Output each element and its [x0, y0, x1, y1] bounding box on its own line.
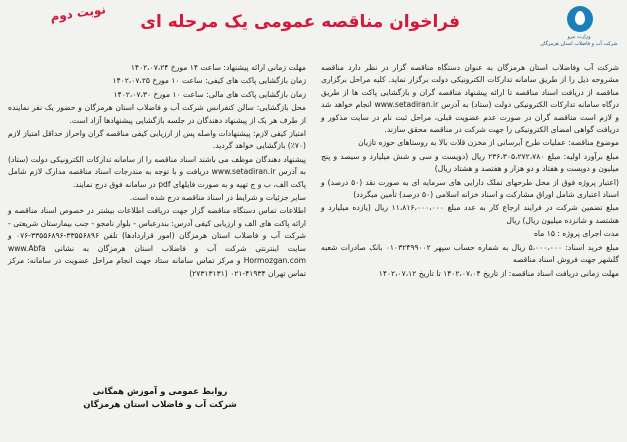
guarantee-amount: مبلغ تضمین شرکت در فرایند ارجاع کار به عدد مبلغ ۱۱،۸۱۶،۰۰۰،۰۰۰ ریال (یازده میلیارد و هشتصد و شانزده میلیون ریال) ریال	[321, 203, 619, 225]
contact-info: اطلاعات تماس دستگاه مناقصه گزار جهت دریافت اطلاعات بیشتر در خصوص اسناد مناقصه و ارائه پاکت های الف و ارزیابی کیفی آدرس: بندرعباس - بلوار نامجو - جنب بیمارستان شریعتی - شرکت آب و فاضلاب استان هرمزگان (امور قراردادها) تلفن ۳۳۵۵۶۸۹۶-۳۳۵۵۶۸۹۶-۰۷۶ و سایت اینترنتی شرکت آب و فاضلاب استان هرمزگان به نشانی www.Abfa Hormozgan.com و مرکز تماس سامانه ستاد جهت انجام مراحل عضویت در سامانه: مرکز تماس تهران ۴۱۹۳۴-۰۲۱ (۲۷۳۱۳۱۳۱)	[8, 206, 306, 278]
logo-line-1: وزارت نیرو	[567, 34, 591, 40]
notice-title: فراخوان مناقصه عمومی یک مرحله ای	[140, 12, 460, 32]
logo-text	[539, 34, 619, 48]
quality-opening-time: زمان بازگشایی پاکت های کیفی: ساعت ۱۰ مورخ ۱۴۰۲،۰۷،۲۵	[112, 76, 306, 86]
quality-score: امتیاز کیفی لازم: پیشنهادات واصله پس از ارزیابی کیفی مناقصه گران واحراز حداقل امتیاز لازم (۷۰٪) بازگشایی خواهد گردید.	[8, 129, 306, 151]
bidder-obligations: پیشنهاد دهندگان موظف می باشند اسناد مناقصه را از سامانه تدارکات الکترونیکی دولت (ستاد) به آدرس www.setadiran.ir دریافت و با توجه به مندرجات اسناد مناقصه مدارک لازم شامل پاکت الف، ب و ج تهیه و به صورت فایلهای pdf در سامانه فوق درج نمایند.	[8, 154, 306, 189]
drop-shape	[575, 11, 585, 25]
funding-source: (اعتبار پروژه فوق از محل طرحهای تملک دارایی های سرمایه ای به صورت نقد (۵۰ درصد) و اسناد اعتباری شامل اوراق مشارکت و اسناد خزانه اسلامی (۵۰ درصد) تأمین میگردد)	[321, 177, 619, 200]
logo-line-2: شرکت آب و فاضلاب استان هرمزگان	[540, 41, 618, 47]
signature-line-2: شرکت آب و فاضلاب استان هرمزگان	[83, 400, 237, 410]
opening-location: محل بازگشایی: سالن کنفرانس شرکت آب و فاضلاب استان هرمزگان و حضور یک نفر نماینده از طرف هر یک از پیشنهاد دهندگان در جلسه بازگشایی پیشنهادها آزاد است.	[8, 103, 306, 125]
project-duration: مدت اجرای پروژه : ۱۵ ماه	[533, 229, 619, 239]
edition-label: نوبت دوم	[49, 2, 107, 24]
financial-opening-time: زمان بازگشایی پاکت های مالی: ساعت ۱۰ مورخ ۱۴۰۲،۰۷،۳۰	[113, 89, 306, 99]
company-logo	[539, 6, 619, 64]
signature-block	[80, 386, 240, 412]
tender-subject: موضوع مناقصه: عملیات طرح آبرسانی از مخزن قلات بالا به روستاهای حوزه تازیان	[358, 138, 619, 148]
estimated-cost: مبلغ برآورد اولیه: مبلغ ۲۳۶،۳۰۵،۲۷۲،۷۸۰ ریال (دویست و سی و شش میلیارد و سیصد و پنج میلیون و دویست و هفتاد و دو هزار و هفتصد و هشتاد ریال)	[321, 151, 619, 174]
submission-deadline: مهلت زمانی ارائه پیشنهاد: ساعت ۱۴ مورخ ۱۴۰۲،۰۷،۲۴	[130, 63, 306, 72]
intro-paragraph: شرکت آب وفاضلاب استان هرمزگان به عنوان دستگاه مناقصه گزار در نظر دارد مناقصه مشروحه ذیل را از طریق سامانه تدارکات الکترونیکی دولت برگزار نماید. کلیه مراحل برگزاری مناقصه از دریافت اسناد مناقصه تا ارائه پیشنهاد مناقصه گران و بازگشایی پاکت ها از طریق درگاه سامانه تدارکات الکترونیکی دولت (ستاد) به آدرس www.setadiran.ir انجام خواهد شد و لازم است مناقصه گران در صورت عدم عضویت قبلی، مراحل ثبت نام در سایت مذکور و دریافت گواهی امضای الکترونیکی را جهت شرکت در مناقصه محقق سازند.	[321, 63, 619, 135]
document-price: مبلغ خرید اسناد: ۵،۰۰۰،۰۰۰ ریال به شماره حساب سپهر ۰۱۰۳۲۴۹۹۰۰۲ بانک صادرات شعبه گلشهر جهت فروش اسناد مناقصه	[321, 242, 619, 265]
document-deadline: مهلت زمانی دریافت اسناد مناقصه: از تاریخ ۱۴۰۲،۰۷،۰۴ تا تاریخ ۱۴۰۲،۰۷،۱۲	[378, 268, 619, 278]
left-column	[8, 62, 306, 281]
other-details: سایر جزئیات و شرایط در اسناد مناقصه درج شده است.	[129, 193, 306, 203]
right-column	[321, 62, 619, 281]
signature-line-1: روابط عمومی و آموزش همگانی	[92, 387, 228, 397]
